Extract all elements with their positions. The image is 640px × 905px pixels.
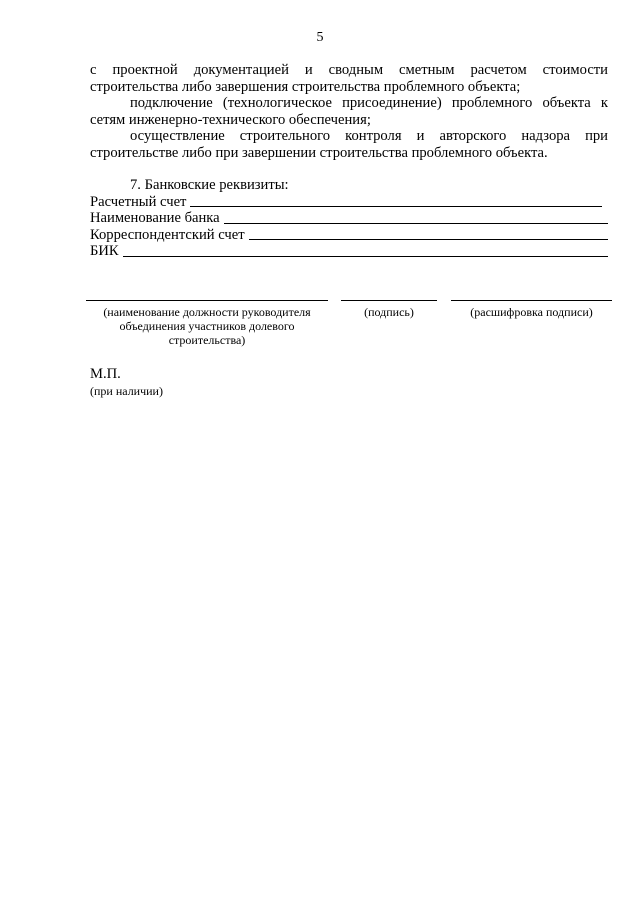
paragraph-project-documentation: с проектной документацией и сводным сметным расчетом стоимости строительства либо завершения строительства проблемного объекта; <box>90 62 608 95</box>
position-column <box>86 300 328 347</box>
position-caption: (наименование должности руководителя объединения участников долевого строительства) <box>103 305 311 347</box>
bank-name-row <box>90 210 608 227</box>
page-number: 5 <box>316 30 324 45</box>
settlement-account-field[interactable] <box>190 206 602 207</box>
signature-block <box>86 300 612 360</box>
position-line[interactable] <box>86 300 328 301</box>
bank-name-field[interactable] <box>224 223 608 224</box>
correspondent-account-field[interactable] <box>249 239 608 240</box>
bik-label: БИК <box>90 243 119 259</box>
spacer <box>90 161 608 177</box>
settlement-account-row <box>90 194 608 211</box>
bank-details-heading: 7. Банковские реквизиты: <box>130 177 289 193</box>
paragraph-supervision: осуществление строительного контроля и авторского надзора при строительстве либо при завершении строительства проблемного объекта. <box>90 128 608 161</box>
paragraph-connection: подключение (технологическое присоединение) проблемного объекта к сетям инженерно-технического обеспечения; <box>90 95 608 128</box>
signature-column <box>341 300 437 319</box>
name-column <box>451 300 612 319</box>
correspondent-account-label: Корреспондентский счет <box>90 226 245 243</box>
bik-field[interactable] <box>123 256 608 257</box>
signature-line[interactable] <box>341 300 437 301</box>
settlement-account-label: Расчетный счет <box>90 193 187 210</box>
correspondent-account-row <box>90 227 608 244</box>
signature-caption: (подпись) <box>364 305 414 319</box>
stamp-note: (при наличии) <box>90 384 163 398</box>
stamp-label: М.П. <box>90 366 121 382</box>
bank-name-label: Наименование банка <box>90 210 220 226</box>
name-caption: (расшифровка подписи) <box>470 305 593 319</box>
name-line[interactable] <box>451 300 612 301</box>
document-body <box>90 62 608 260</box>
bik-row <box>90 243 608 260</box>
